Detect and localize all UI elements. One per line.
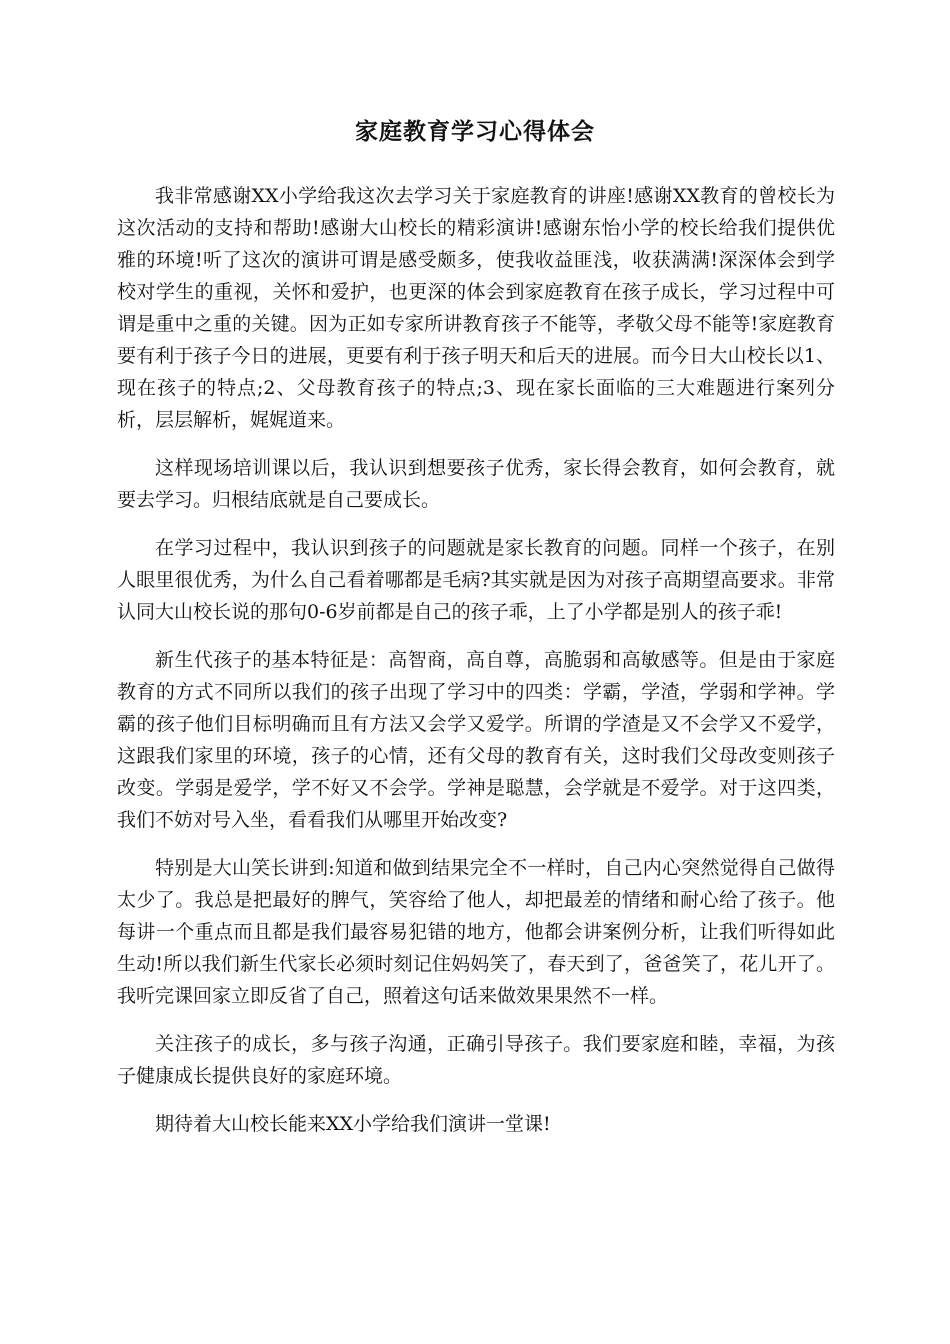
paragraph-4: 新生代孩子的基本特征是：高智商，高自尊，高脆弱和高敏感等。但是由于家庭教育的方式不同所以我们的孩子出现了学习中的四类：学霸，学渣，学弱和学神。学霸的孩子他们目标明确而且有方法又会学又爱学。所谓的学渣是又不会学又不爱学，这跟我们家里的环境，孩子的心情，还有父母的教育有关，这时我们父母改变则孩子改变。学弱是爱学，学不好又不会学。学神是聪慧，会学就是不爱学。对于这四类，我们不妨对号入坐，看看我们从哪里开始改变? bbox=[117, 649, 835, 831]
document-body bbox=[117, 180, 835, 1156]
paragraph-1: 我非常感谢XX小学给我这次去学习关于家庭教育的讲座!感谢XX教育的曾校长为这次活动的支持和帮助!感谢大山校长的精彩演讲!感谢东怡小学的校长给我们提供优雅的环境!听了这次的演讲可谓是感受颇多，使我收益匪浅，收获满满!深深体会到学校对学生的重视，关怀和爱护，也更深的体会到家庭教育在孩子成长，学习过程中可谓是重中之重的关键。因为正如专家所讲教育孩子不能等，孝敬父母不能等!家庭教育要有利于孩子今日的进展，更要有利于孩子明天和后天的进展。而今日大山校长以1、现在孩子的特点;2、父母教育孩子的特点;3、现在家长面临的三大难题进行案列分析，层层解析，娓娓道来。 bbox=[117, 185, 835, 431]
document-title: 家庭教育学习心得体会 bbox=[355, 118, 595, 145]
paragraph-3: 在学习过程中，我认识到孩子的问题就是家长教育的问题。同样一个孩子，在别人眼里很优秀，为什么自己看着哪都是毛病?其实就是因为对孩子高期望高要求。非常认同大山校长说的那句0-6岁前都是自己的孩子乖，上了小学都是别人的孩子乖! bbox=[117, 537, 835, 623]
paragraph-7: 期待着大山校长能来XX小学给我们演讲一堂课! bbox=[155, 1113, 551, 1135]
paragraph-5: 特别是大山笑长讲到:知道和做到结果完全不一样时，自己内心突然觉得自己做得太少了。我总是把最好的脾气，笑容给了他人，却把最差的情绪和耐心给了孩子。他每讲一个重点而且都是我们最容易犯错的地方，他都会讲案例分析，让我们听得如此生动!所以我们新生代家长必须时刻记住妈妈笑了，春天到了，爸爸笑了，花儿开了。我听完课回家立即反省了自己，照着这句话来做效果果然不一样。 bbox=[117, 857, 835, 1007]
paragraph-6: 关注孩子的成长，多与孩子沟通，正确引导孩子。我们要家庭和睦，幸福，为孩子健康成长提供良好的家庭环境。 bbox=[117, 1033, 835, 1087]
paragraph-2: 这样现场培训课以后，我认识到想要孩子优秀，家长得会教育，如何会教育，就要去学习。归根结底就是自己要成长。 bbox=[117, 457, 835, 511]
